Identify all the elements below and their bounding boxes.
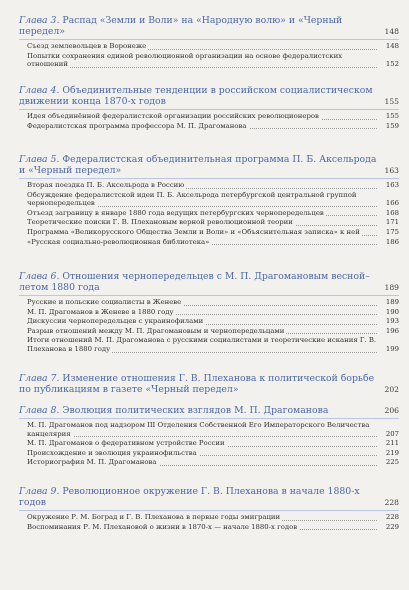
chapter-page: 202: [384, 385, 399, 394]
toc-entry: [27, 308, 399, 317]
entry-text: Окружение Р. М. Боград и Г. В. Плеханова в первые годы эмиграции: [27, 513, 281, 521]
toc-entry: [27, 439, 399, 448]
chapter-label: Глава 3.: [19, 15, 60, 26]
entry-text: Вторая поездка П. Б. Аксельрода в Россию: [27, 181, 185, 189]
toc-entry: [27, 218, 399, 227]
toc-entry: [27, 181, 399, 190]
toc-entry: [27, 42, 399, 51]
divider: [19, 39, 399, 40]
entry-text: М. П. Драгоманов о федеративном устройстве России: [27, 439, 225, 448]
entry-text: Итоги отношений М. П. Драгоманова с русскими социалистами и теоретические искания Г. В. Плеханова в 1880 году: [27, 336, 377, 353]
chapter-label: Глава 5.: [19, 154, 60, 165]
chapter-heading: [19, 85, 399, 107]
chapter-heading: [19, 271, 399, 293]
entry-page: 155: [385, 112, 399, 120]
chapter-heading: [19, 405, 399, 416]
entry-page: 171: [385, 218, 399, 227]
entry-text: Обсуждение федералистской идеи П. Б. Аксельрода петербургской центральной группой чернопередельцев: [27, 190, 357, 208]
chapter-heading: [19, 154, 399, 176]
chapter-8: [19, 405, 399, 467]
entry-text: Отъезд заграницу в январе 1880 года ведущих петербургских чернопередельцев: [27, 208, 324, 217]
entry-text: Попытки сохранения единой революционной организации на основе федералистских отношений: [27, 51, 343, 69]
entry-page: 219: [385, 448, 399, 457]
toc-entry: [27, 449, 399, 458]
toc-entry: [27, 228, 399, 237]
chapter-page: 163: [384, 166, 399, 175]
entry-text: Теоретические поиски Г. В. Плехановым верной революционной теории: [27, 218, 293, 227]
chapter-page: 148: [384, 27, 399, 36]
entry-page: 228: [385, 513, 399, 521]
entry-page: 152: [385, 60, 399, 69]
chapter-label: Глава 7.: [19, 373, 60, 384]
divider: [19, 295, 399, 296]
chapter-label: Глава 4.: [19, 85, 60, 96]
entry-text: Идея объединённой федералистской организации российских революционеров: [27, 112, 319, 120]
chapter-title: Объединительные тенденции в российском социалистическом движении конца 1870-х годов: [19, 85, 373, 107]
chapter-label: Глава 8.: [19, 405, 60, 416]
toc-entry: [27, 191, 399, 208]
chapter-heading: [19, 373, 399, 395]
chapter-title: Эволюция политических взглядов М. П. Драгоманова: [62, 405, 329, 416]
entry-page: 175: [385, 227, 399, 236]
chapter-heading: [19, 486, 399, 508]
entry-page: 159: [385, 121, 399, 130]
entry-text: Федералистская программа профессора М. П. Драгоманова: [27, 121, 247, 130]
entry-page: 211: [385, 439, 399, 448]
entry-text: М. П. Драгоманов под надзором III Отделения Собственной Его Императорского Величества канцелярия: [27, 421, 370, 438]
entry-page: 199: [385, 344, 399, 353]
divider: [19, 510, 399, 511]
entry-page: 207: [385, 429, 399, 438]
chapter-label: Глава 9.: [19, 486, 60, 497]
chapter-3: [19, 15, 399, 69]
entry-text: Программа «Великорусского Общества Земли и Воли» и «Объяснительная записка» к ней: [27, 227, 360, 236]
divider: [19, 109, 399, 110]
chapter-title: Изменение отношения Г. В. Плеханова к политической борьбе по публикациям в газете «Черный передел»: [19, 373, 375, 395]
toc-entry: [27, 238, 399, 247]
toc-entry: [27, 209, 399, 218]
entry-text: «Русская социально-революционная библиотека»: [27, 237, 210, 246]
entry-text: Русские и польские социалисты в Женеве: [27, 298, 182, 306]
chapter-5: [19, 154, 399, 246]
entry-page: 189: [385, 298, 399, 306]
chapter-page: 189: [384, 283, 399, 292]
toc-entry: [27, 122, 399, 131]
chapter-title: Революционное окружение Г. В. Плеханова в начале 1880-х годов: [19, 486, 360, 508]
entry-page: 168: [385, 208, 399, 217]
entry-text: Разрыв отношений между М. П. Драгомановым и чернопередельцами: [27, 326, 285, 335]
chapter-title: Федералистская объединительная программа П. Б. Аксельрода и «Черный передел»: [19, 154, 377, 176]
entry-page: 163: [385, 181, 399, 189]
toc-entry: [27, 523, 399, 532]
entry-page: 193: [385, 317, 399, 326]
chapter-label: Глава 6.: [19, 271, 60, 282]
chapter-page: 206: [384, 406, 399, 415]
chapter-7: [19, 373, 399, 395]
entry-page: 225: [385, 458, 399, 467]
entry-page: 186: [385, 237, 399, 246]
chapter-title: Отношения чернопередельцев с М. П. Драгомановым весной–летом 1880 года: [19, 271, 370, 293]
chapter-6: [19, 271, 399, 354]
chapter-heading: [19, 15, 399, 37]
divider: [19, 178, 399, 179]
divider: [19, 418, 399, 419]
entry-text: Происхождение и эволюция украинофильства: [27, 448, 197, 457]
toc-entry: [27, 112, 399, 121]
toc-entry: [27, 317, 399, 326]
toc-entry: [27, 421, 399, 438]
entry-text: Дискуссии чернопередельцев с украинофилами: [27, 317, 204, 326]
toc-entry: [27, 513, 399, 522]
chapter-page: 228: [384, 498, 399, 507]
toc-entry: [27, 298, 399, 307]
entry-text: Историография М. П. Драгоманова: [27, 458, 157, 467]
toc-entry: [27, 336, 399, 353]
entry-text: М. П. Драгоманов в Женеве в 1880 году: [27, 307, 174, 316]
entry-page: 166: [385, 199, 399, 208]
entry-page: 196: [385, 326, 399, 335]
entry-page: 229: [385, 522, 399, 531]
entry-page: 190: [385, 307, 399, 316]
entry-text: Съезд землевольцев в Воронеже: [27, 42, 147, 50]
chapter-9: [19, 486, 399, 531]
chapter-page: 155: [384, 97, 399, 106]
chapter-4: [19, 85, 399, 130]
chapter-title: Распад «Земли и Воли» на «Народную волю» и «Черный передел»: [19, 15, 343, 37]
toc-entry: [27, 327, 399, 336]
entry-text: Воспоминания Р. М. Плехановой о жизни в 1870-х — начале 1880-х годов: [27, 522, 298, 531]
entry-page: 148: [385, 42, 399, 50]
toc-entry: [27, 458, 399, 467]
toc-entry: [27, 52, 399, 69]
